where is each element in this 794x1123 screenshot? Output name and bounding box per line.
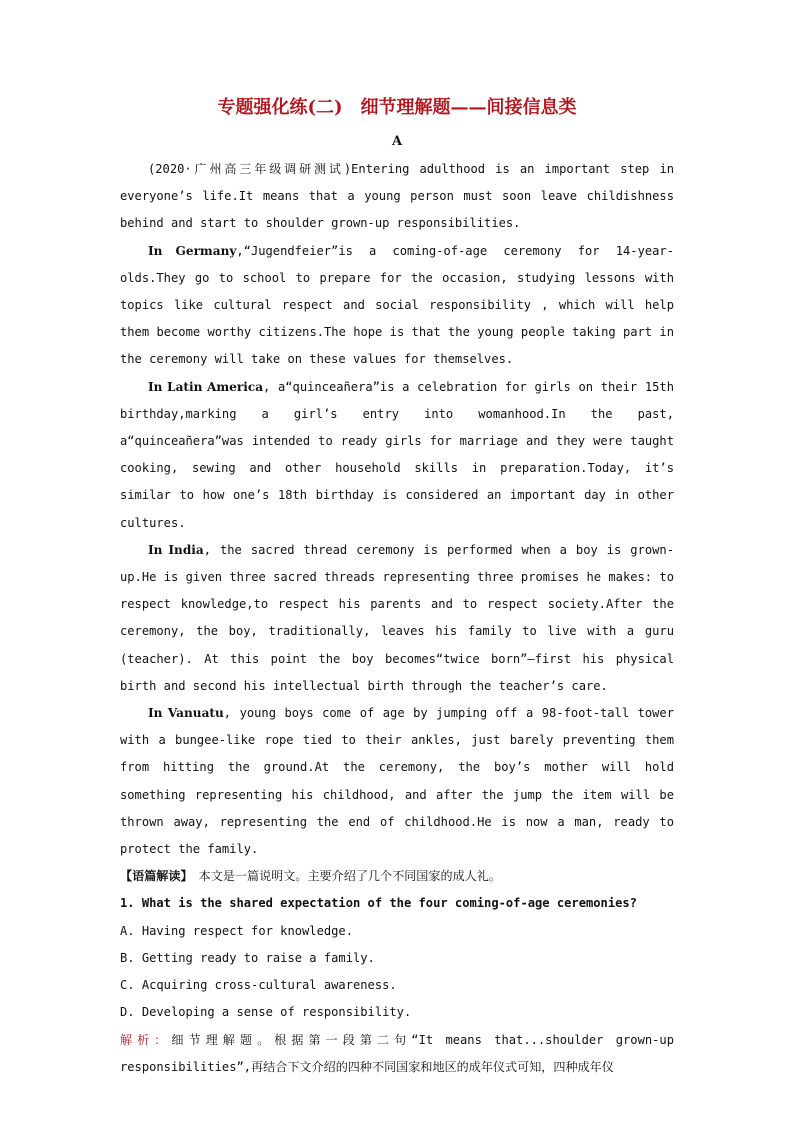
analysis-text: 细节理解题。根据第一段第二句“It means that...shoulder grown-up responsibilities”,再结合下文介绍的四种不同国家和地区的成年仪式可知，四种成年仪 [120,1032,674,1074]
analysis [120,1027,674,1081]
paragraph-latin-america [120,374,674,537]
paragraph-lead: In India [148,542,204,557]
paragraph-text: , a“quinceañera”is a celebration for girls on their 15th birthday,marking a girl’s entry into womanhood.In the past, a“quinceañera”was intended to ready girls for marriage and they were taught cooking, sewing and other household skills in preparation.Today, it’s similar to how one’s 18th birthday is considered an important day in other cultures. [120,379,674,530]
summary-text: 本文是一篇说明文。主要介绍了几个不同国家的成人礼。 [186,869,501,884]
source-note: (2020·广州高三年级调研测试) [148,162,352,176]
option-a: A. Having respect for knowledge. [120,923,353,938]
option-c: C. Acquiring cross-cultural awareness. [120,978,397,993]
paragraph-india [120,537,674,700]
page-title: 专题强化练(二) 细节理解题——间接信息类 [217,97,577,118]
option-d: D. Developing a sense of responsibility. [120,1005,412,1020]
summary-label: 【语篇解读】 [120,869,187,884]
paragraph-lead: In Germany [148,243,237,258]
intro-paragraph [120,156,674,238]
paragraph-lead: In Latin America [148,379,264,394]
section-letter: A [391,134,403,149]
document-body [120,156,674,1081]
paragraph-germany [120,238,674,374]
analysis-label: 解析： [120,1032,172,1047]
paragraph-text: , young boys come of age by jumping off a 98-foot-tall tower with a bungee-like rope tied to their ankles, just barely preventing them from hitting the ground.At the ceremony, the boy’s mother will hold something representing his childhood, and after the jump the item will be thrown away, representing the end of childhood.He is now a man, ready to protect the family. [120,706,674,857]
intro-text: Entering adulthood is an important step in everyone’s life.It means that a young person must soon leave childishness behind and start to shoulder grown-up responsibilities. [120,162,675,231]
question-stem: 1. What is the shared expectation of the four coming-of-age ceremonies? [120,896,637,911]
paragraph-lead: In Vanuatu [148,706,224,721]
paragraph-text: , the sacred thread ceremony is performed when a boy is grown-up.He is given three sacred threads representing three promises he makes: to respect knowledge,to respect his parents and to respect society.After the ceremony, the boy, traditionally, leaves his family to live with a guru (teacher). At this point the boy becomes“twice born”—first his physical birth and second his intellectual birth through the teacher’s care. [120,542,674,693]
summary [120,863,674,890]
paragraph-vanuatu [120,700,674,863]
option-b: B. Getting ready to raise a family. [120,950,375,965]
paragraph-text: ,“Jugendfeier”is a coming-of-age ceremony for 14-year-olds.They go to school to prepare for the occasion, studying lessons with topics like cultural respect and social responsibility , which will help them become worthy citizens.The hope is that the young people taking part in the ceremony will take on these values for themselves. [120,243,674,367]
